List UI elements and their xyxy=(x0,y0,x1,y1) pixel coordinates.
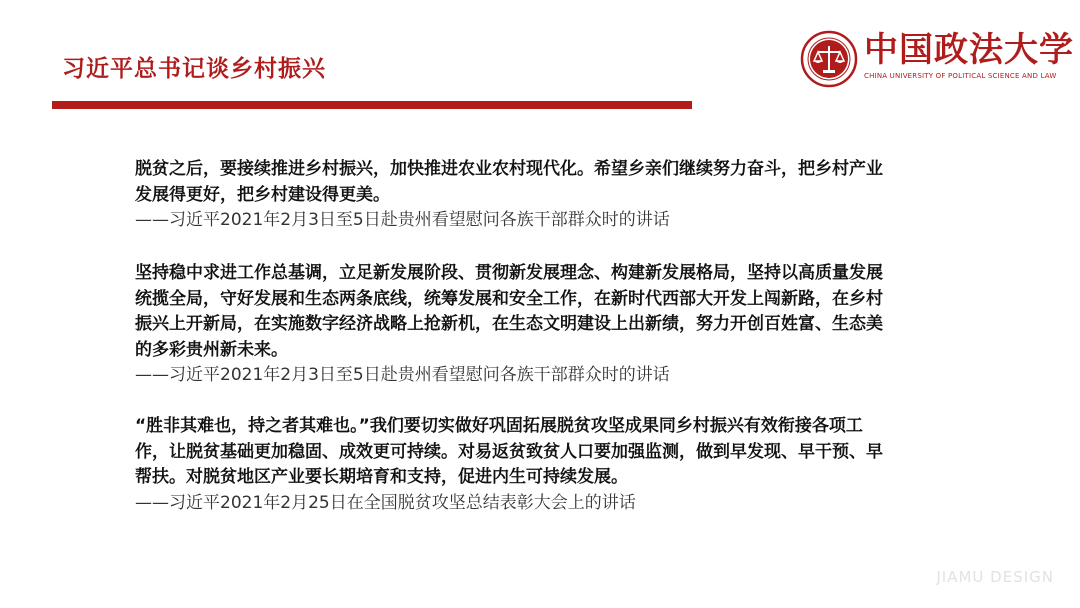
quote-block xyxy=(135,414,895,516)
quote-block xyxy=(135,261,895,389)
quote-text: 脱贫之后，要接续推进乡村振兴，加快推进农业农村现代化。希望乡亲们继续努力奋斗，把乡村产业发展得更好，把乡村建设得更美。 xyxy=(135,159,883,205)
quote-source: ——习近平2021年2月3日至5日赴贵州看望慰问各族干部群众时的讲话 xyxy=(135,210,670,230)
university-seal-icon xyxy=(800,30,858,88)
quote-text: 坚持稳中求进工作总基调，立足新发展阶段、贯彻新发展理念、构建新发展格局，坚持以高质量发展统揽全局，守好发展和生态两条底线，统筹发展和安全工作，在新时代西部大开发上闯新路，在乡村振兴上开新局，在实施数字经济战略上抢新机，在生态文明建设上出新绩，努力开创百姓富、生态美的多彩贵州新未来。 xyxy=(135,263,883,360)
quote-source: ——习近平2021年2月25日在全国脱贫攻坚总结表彰大会上的讲话 xyxy=(135,492,636,513)
quote-text: “胜非其难也，持之者其难也。”我们要切实做好巩固拓展脱贫攻坚成果同乡村振兴有效衔接各项工作，让脱贫基础更加稳固、成效更可持续。对易返贫致贫人口要加强监测，做到早发现、早干预、早帮扶。对脱贫地区产业要长期培育和支持，促进内生可持续发展。 xyxy=(135,416,883,487)
watermark: JIAMU DESIGN xyxy=(936,568,1054,586)
university-name: 中国政法大学 xyxy=(864,30,1074,70)
quote-source: ——习近平2021年2月3日至5日赴贵州看望慰问各族干部群众时的讲话 xyxy=(135,365,670,385)
university-name-english: CHINA UNIVERSITY OF POLITICAL SCIENCE AND LAW xyxy=(864,72,1057,80)
title-underline xyxy=(52,101,692,109)
slide-title: 习近平总书记谈乡村振兴 xyxy=(62,56,326,82)
university-logo xyxy=(800,30,1074,90)
quote-block xyxy=(135,157,895,234)
